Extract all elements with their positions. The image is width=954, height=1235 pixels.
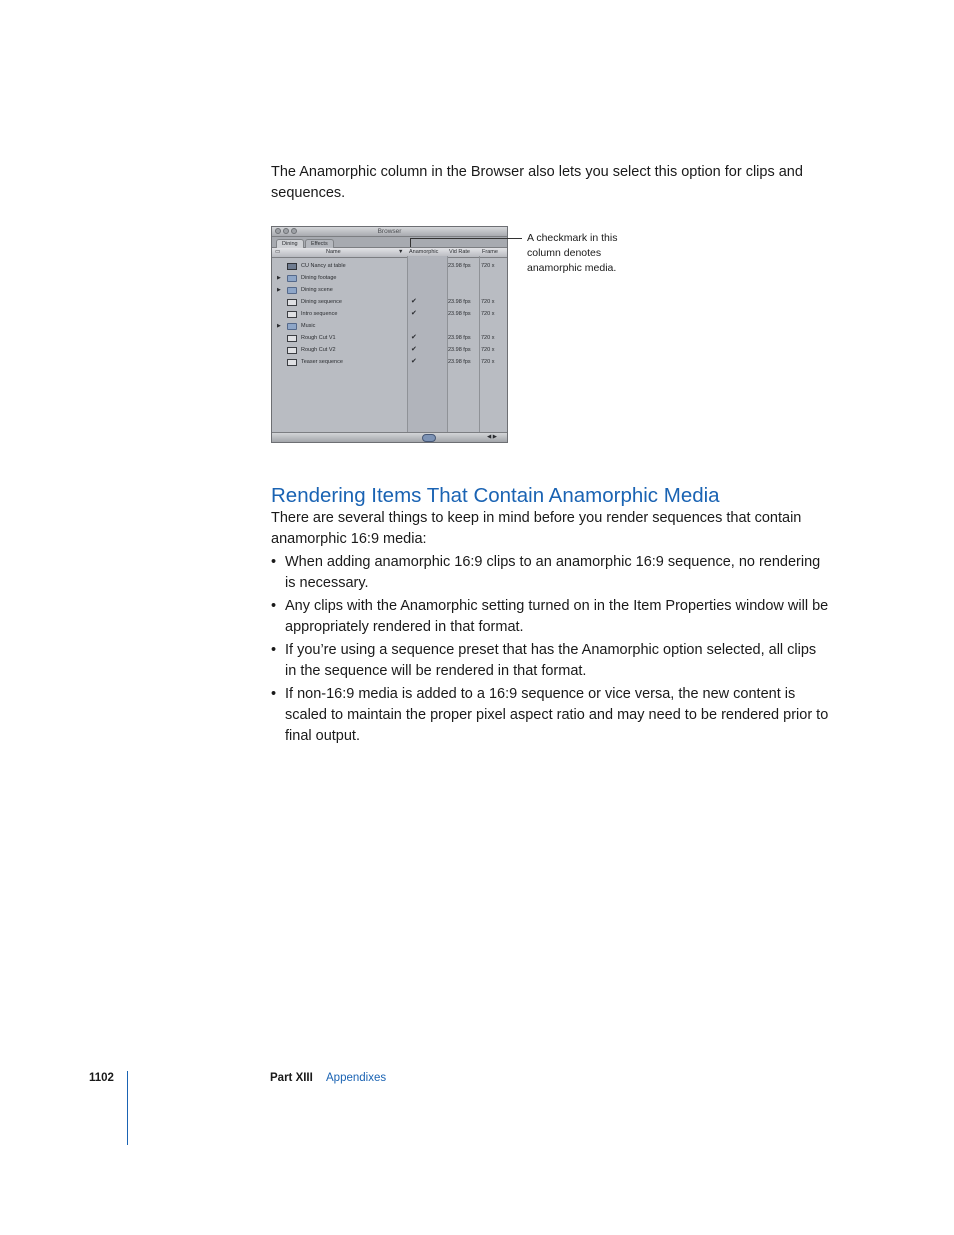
- table-row[interactable]: [272, 284, 507, 296]
- browser-title: Browser: [377, 228, 402, 235]
- browser-window-figure: [271, 226, 508, 443]
- row-vid-rate: 23.98 fps: [448, 299, 471, 305]
- section-heading: Rendering Items That Contain Anamorphic Media: [271, 484, 720, 507]
- checkmark-icon[interactable]: ✔: [411, 334, 417, 341]
- footer-part: Part XIII: [270, 1072, 313, 1084]
- table-row[interactable]: [272, 308, 507, 320]
- row-name: Dining sequence: [301, 299, 342, 305]
- intro-paragraph: The Anamorphic column in the Browser also lets you select this option for clips and sequences.: [271, 164, 803, 201]
- checkmark-icon[interactable]: ✔: [411, 346, 417, 353]
- row-frame: 720 x: [481, 263, 495, 269]
- row-frame: 720 x: [481, 299, 495, 305]
- row-name: Dining footage: [301, 275, 337, 281]
- body-paragraph: There are several things to keep in mind before you render sequences that contain anamorphic 16:9 media:: [271, 510, 802, 547]
- scroll-thumb[interactable]: [422, 434, 436, 442]
- row-vid-rate: 23.98 fps: [448, 347, 471, 353]
- tab-dining[interactable]: Dining: [276, 239, 304, 248]
- sequence-icon: [287, 299, 297, 306]
- footer-rule: [127, 1071, 128, 1145]
- row-vid-rate: 23.98 fps: [448, 335, 471, 341]
- bullet-item: • When adding anamorphic 16:9 clips to an anamorphic 16:9 sequence, no rendering is necessary.: [271, 552, 829, 594]
- footer-section-link[interactable]: Appendixes: [326, 1072, 387, 1084]
- row-frame: 720 x: [481, 335, 495, 341]
- row-vid-rate: 23.98 fps: [448, 359, 471, 365]
- column-name[interactable]: Name: [326, 249, 341, 255]
- checkmark-icon[interactable]: ✔: [411, 298, 417, 305]
- row-frame: 720 x: [481, 347, 495, 353]
- table-row[interactable]: [272, 296, 507, 308]
- horizontal-scrollbar[interactable]: [272, 432, 507, 442]
- bullet-item: • If you’re using a sequence preset that has the Anamorphic option selected, all clips in the sequence will be rendered in that format.: [271, 640, 829, 682]
- browser-titlebar: [272, 227, 507, 237]
- sequence-icon: [287, 311, 297, 318]
- page-number: 1102: [89, 1072, 114, 1084]
- scroll-arrows-icon[interactable]: ◀ ▶: [487, 434, 497, 440]
- row-name: Rough Cut V1: [301, 335, 336, 341]
- disclosure-triangle-icon[interactable]: ▶: [277, 275, 281, 281]
- table-row[interactable]: [272, 272, 507, 284]
- callout-leader-line: [410, 238, 522, 239]
- disclosure-triangle-icon[interactable]: ▶: [277, 287, 281, 293]
- column-header: [272, 248, 507, 258]
- row-name: CU Nancy at table: [301, 263, 346, 269]
- bullet-item: • Any clips with the Anamorphic setting turned on in the Item Properties window will be appropriately rendered in that format.: [271, 596, 829, 638]
- checkmark-icon[interactable]: ✔: [411, 310, 417, 317]
- row-name: Teaser sequence: [301, 359, 343, 365]
- bullet-list: [271, 552, 829, 749]
- row-name: Music: [301, 323, 316, 329]
- disclosure-triangle-icon[interactable]: ▶: [277, 323, 281, 329]
- clip-icon: [287, 263, 297, 270]
- row-frame: 720 x: [481, 311, 495, 317]
- table-row[interactable]: [272, 260, 507, 272]
- callout-text: A checkmark in this column denotes anamorphic media.: [527, 232, 618, 274]
- row-name: Intro sequence: [301, 311, 338, 317]
- sequence-icon: [287, 359, 297, 366]
- folder-icon: ▭: [275, 249, 281, 255]
- row-name: Rough Cut V2: [301, 347, 336, 353]
- tab-effects[interactable]: Effects: [305, 239, 334, 248]
- row-vid-rate: 23.98 fps: [448, 311, 471, 317]
- sequence-icon: [287, 335, 297, 342]
- callout-leader-tick: [410, 238, 411, 247]
- bin-icon: [287, 275, 297, 282]
- bin-icon: [287, 323, 297, 330]
- row-vid-rate: 23.98 fps: [448, 263, 471, 269]
- table-row[interactable]: [272, 320, 507, 332]
- column-vid-rate[interactable]: Vid Rate: [449, 249, 470, 255]
- row-name: Dining scene: [301, 287, 333, 293]
- bin-icon: [287, 287, 297, 294]
- table-row[interactable]: [272, 356, 507, 368]
- column-frame[interactable]: Frame: [482, 249, 498, 255]
- table-row[interactable]: [272, 332, 507, 344]
- checkmark-icon[interactable]: ✔: [411, 358, 417, 365]
- sort-arrow-icon: ▼: [398, 249, 404, 255]
- sequence-icon: [287, 347, 297, 354]
- bullet-item: • If non-16:9 media is added to a 16:9 sequence or vice versa, the new content is scaled to maintain the proper pixel aspect ratio and may need to be rendered prior to final output.: [271, 684, 829, 747]
- column-anamorphic[interactable]: Anamorphic: [409, 249, 439, 255]
- row-frame: 720 x: [481, 359, 495, 365]
- table-row[interactable]: [272, 344, 507, 356]
